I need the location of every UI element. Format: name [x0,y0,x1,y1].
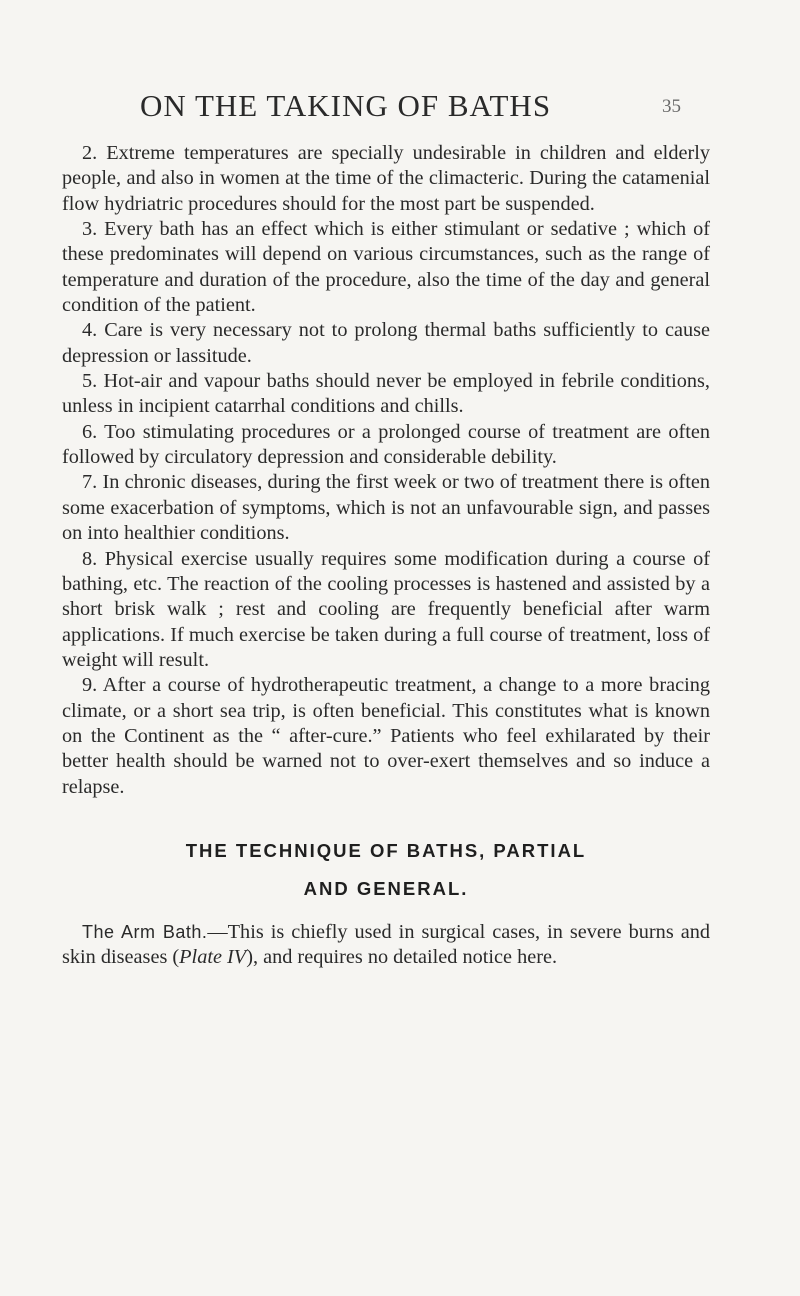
paragraph-7: 7. In chronic diseases, during the first week or two of treatment there is often some exacerbation of symptoms, which is not an unfavourable sign, and passes on into healthier conditions. [62,471,710,545]
running-title: ON THE TAKING OF BATHS [140,88,552,123]
paragraph-5: 5. Hot-air and vapour baths should never be employed in febrile conditions, unless in incipient catarrhal conditions and chills. [62,370,710,418]
section-heading [62,832,710,908]
paragraph-8: 8. Physical exercise usually requires some modification during a course of bathing, etc. The reaction of the cooling processes is hastened and assisted by a short brisk walk ; rest and cooling are frequently beneficial after warm applications. If much exercise be taken during a full course of treatment, loss of weight will result. [62,547,710,671]
arm-bath-label: The Arm Bath. [82,921,208,942]
body-text [62,141,710,971]
paragraph-2: 2. Extreme temperatures are specially undesirable in children and elderly people, and also in women at the time of the climacteric. During the catamenial flow hydriatric procedures should for the most part be suspended. [62,142,710,215]
plate-reference: Plate IV [179,946,247,969]
page-number: 35 [662,96,681,117]
running-head [0,88,800,128]
arm-bath-text-before: —This is chiefly used in surgical cases, in severe burns and skin diseases ( [62,920,710,969]
paragraph-9: 9. After a course of hydrotherapeutic treatment, a change to a more bracing climate, or a short sea trip, is often beneficial. This constitutes what is known on the Continent as the “ after-cure.” Patients who feel exhilarated by their better health should be warned not to over-exert themselves and so induce a relapse. [62,674,710,798]
section-heading-line1: THE TECHNIQUE OF BATHS, PARTIAL [185,839,587,861]
paragraph-6: 6. Too stimulating procedures or a prolonged course of treatment are often followed by circulatory depression and considerable debility. [62,420,710,469]
arm-bath-text-after: ), and requires no detailed notice here. [246,946,558,969]
paragraph-3: 3. Every bath has an effect which is either stimulant or sedative ; which of these predominates will depend on various circumstances, such as the range of temperature and duration of the procedure, also the time of the day and general condition of the patient. [62,218,710,317]
paragraph-4: 4. Care is very necessary not to prolong thermal baths sufficiently to cause depression or lassitude. [62,319,710,367]
arm-bath-paragraph [62,920,710,971]
section-heading-line2: AND GENERAL. [303,877,469,899]
